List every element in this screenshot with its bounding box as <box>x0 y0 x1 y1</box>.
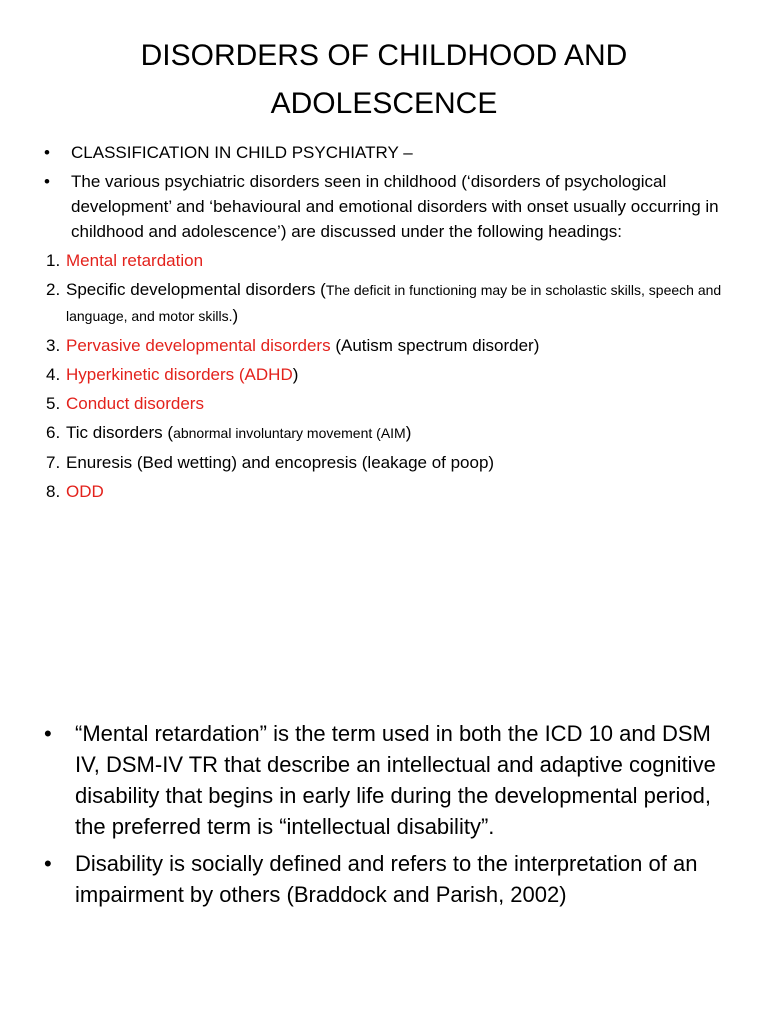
bullet-text: CLASSIFICATION IN CHILD PSYCHIATRY – <box>71 143 413 162</box>
heading-item-3 <box>40 333 730 358</box>
bullet-icon: • <box>44 851 52 876</box>
heading-item-1 <box>40 248 730 273</box>
bullet-icon: • <box>44 721 52 746</box>
item-note: abnormal involuntary movement (AIM <box>173 425 406 441</box>
bullet-item <box>40 140 730 165</box>
bullet-icon: • <box>44 172 50 191</box>
heading-item-4 <box>40 362 730 387</box>
definition-bullet <box>40 848 740 910</box>
slide-title <box>60 32 708 128</box>
bullet-item <box>40 169 730 244</box>
heading-item-7 <box>40 450 730 475</box>
heading-item-5 <box>40 391 730 416</box>
definition-bullet <box>40 718 740 842</box>
item-text-highlighted: Hyperkinetic disorders (ADHD <box>66 365 293 384</box>
item-text-highlighted: Mental retardation <box>66 251 204 270</box>
item-number: 3. <box>46 336 61 355</box>
item-text-highlighted: Conduct disorders <box>66 394 204 413</box>
bullet-icon: • <box>44 143 50 162</box>
definition-list <box>40 718 740 916</box>
item-text-rest: (Autism spectrum disorder) <box>330 336 540 355</box>
item-note: The deficit in functioning may be in scholastic skills, speech and language, and motor skills. <box>66 282 722 324</box>
item-close-paren: ) <box>232 306 239 325</box>
item-text-highlighted: Pervasive developmental disorders <box>66 336 331 355</box>
item-close-paren: ) <box>405 423 412 442</box>
slide-title-line-2: ADOLESCENCE <box>270 87 498 120</box>
item-text-highlighted: ODD <box>66 482 104 501</box>
slide-title-line-1: DISORDERS OF CHILDHOOD AND <box>140 39 628 72</box>
item-number: 5. <box>46 394 61 413</box>
definition-text: “Mental retardation” is the term used in both the ICD 10 and DSM IV, DSM-IV TR that describe an intellectual and adaptive cognitive disability that begins in early life during the developmental period, the preferred term is “intellectual disability”. <box>75 721 716 839</box>
item-number: 1. <box>46 251 61 270</box>
bullet-text: The various psychiatric disorders seen in childhood (‘disorders of psychological development’ and ‘behavioural and emotional disorders with onset usually occurring in childhood and adolescence’) are discussed under the following headings: <box>71 172 719 241</box>
heading-item-2 <box>40 277 730 329</box>
item-number: 6. <box>46 423 61 442</box>
slide-mental-retardation <box>0 700 768 1000</box>
item-text: Enuresis (Bed wetting) and encopresis (leakage of poop) <box>66 453 495 472</box>
item-text: Tic disorders ( <box>66 423 174 442</box>
item-number: 4. <box>46 365 61 384</box>
heading-item-6 <box>40 420 730 446</box>
item-number: 8. <box>46 482 61 501</box>
item-number: 2. <box>46 280 61 299</box>
definition-text: Disability is socially defined and refers to the interpretation of an impairment by others (Braddock and Parish, 2002) <box>75 851 698 907</box>
classification-list <box>40 140 730 508</box>
item-number: 7. <box>46 453 61 472</box>
item-text: Specific developmental disorders ( <box>66 280 326 299</box>
heading-item-8 <box>40 479 730 504</box>
item-text-rest: ) <box>292 365 299 384</box>
